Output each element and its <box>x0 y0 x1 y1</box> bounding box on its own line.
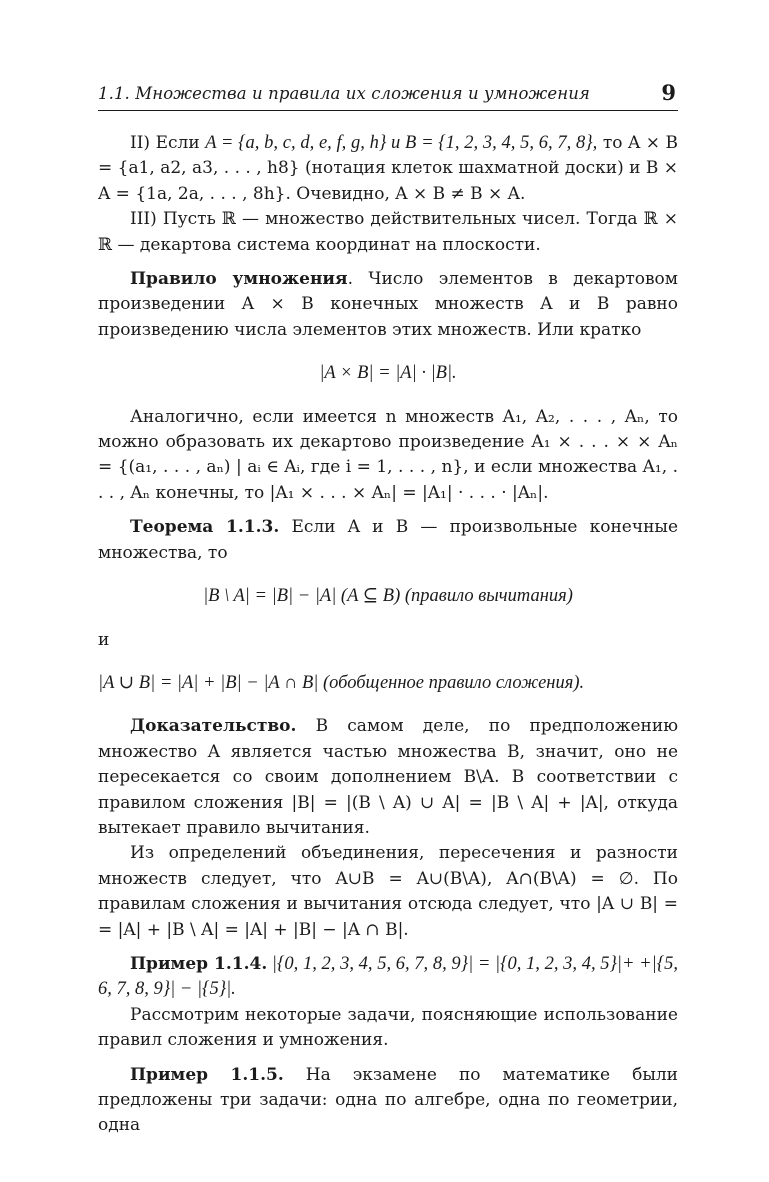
example-1-1-5-paragraph <box>98 1063 678 1139</box>
proof-title: Доказательство. <box>130 716 297 737</box>
conjunction-and: и <box>98 629 110 650</box>
theorem-paragraph <box>98 515 678 566</box>
multiplication-rule-text: . Число элементов в декартовом произведении A × B конечных множеств A и B равно произведению числа элементов этих множеств. Или кратко <box>98 269 678 340</box>
running-head <box>98 80 678 111</box>
formula-generalized-addition <box>98 671 678 696</box>
consider-paragraph: Рассмотрим некоторые задачи, поясняющие использование правил сложения и умножения. <box>98 1004 678 1051</box>
formula-2: |B \ A| = |B| − |A| (A ⊆ B) (правило вычитания) <box>203 586 573 607</box>
example-1-1-5-title: Пример 1.1.5. <box>130 1064 284 1085</box>
example-ii-text: то A × B = {a1, a2, a3, . . . , h8} (нотация клеток шахматной доски) и B × A = {1a, 2a, . . . , 8h}. Очевидно, A × B ≠ B × A. <box>98 133 679 204</box>
theorem-text: Если A и B — произвольные конечные множества, то <box>98 517 679 563</box>
multiplication-rule-title: Правило умножения <box>130 269 348 290</box>
book-page <box>98 80 678 1139</box>
formula-subtraction-rule <box>98 584 678 609</box>
proof-text: В самом деле, по предположению множество A является частью множества B, значит, оно не пересекается со своим дополнением B\A. В соответствии с правилом сложения |B| = |(B \ A) ∪ A| = |B \ A| + |A|, откуда вытекает правило вычитания. <box>98 716 678 838</box>
page-number: 9 <box>661 80 676 105</box>
definitions-paragraph: Из определений объединения, пересечения и разности множеств следует, что A∪B = A∪(B\A), A∩(B\A) = ∅. По правилам сложения и вычитания отсюда следует, что |A ∪ B| = = |A| + |B \ A| = |A| + |B| − |A ∩ B|. <box>98 843 678 940</box>
formula-3: |A ∪ B| = |A| + |B| − |A ∩ B| (обобщенное правило сложения). <box>98 672 585 693</box>
formula-1: |A × B| = |A| · |B|. <box>319 363 457 384</box>
example-1-1-5-text: На экзамене по математике были предложены три задачи: одна по алгебре, одна по геометрии, одна <box>98 1064 678 1136</box>
proof-paragraph <box>98 714 678 841</box>
example-ii-lead: II) Если <box>130 133 200 153</box>
theorem-title: Теорема 1.1.3. <box>130 517 280 538</box>
example-1-1-4-text: |{0, 1, 2, 3, 4, 5, 6, 7, 8, 9}| = |{0, 1, 2, 3, 4, 5}|+ +|{5, 6, 7, 8, 9}| − |{5}|. <box>98 953 679 1000</box>
example-ii-paragraph <box>98 131 678 207</box>
analogy-paragraph: Аналогично, если имеется n множеств A₁, A₂, . . . , Aₙ, то можно образовать их декартово произведение A₁ × . . . × × Aₙ = {(a₁, . . . , aₙ) | aᵢ ∈ Aᵢ, где i = 1, . . . , n}, и если множества A₁, . . . , Aₙ конечны, то |A₁ × . . . × Aₙ| = |A₁| · . . . · |Aₙ|. <box>98 406 678 503</box>
page-body <box>98 131 678 1139</box>
example-ii-sets: A = {a, b, c, d, e, f, g, h} и B = {1, 2, 3, 4, 5, 6, 7, 8}, <box>205 133 598 153</box>
example-1-1-4-title: Пример 1.1.4. <box>130 953 268 974</box>
chapter-title: 1.1. Множества и правила их сложения и умножения <box>98 84 590 103</box>
example-iii-paragraph: III) Пусть ℝ — множество действительных чисел. Тогда ℝ × ℝ — декартова система координат на плоскости. <box>98 209 678 255</box>
formula-product-cardinality <box>98 361 678 386</box>
multiplication-rule-paragraph <box>98 267 678 343</box>
example-1-1-4-paragraph <box>98 952 678 1003</box>
